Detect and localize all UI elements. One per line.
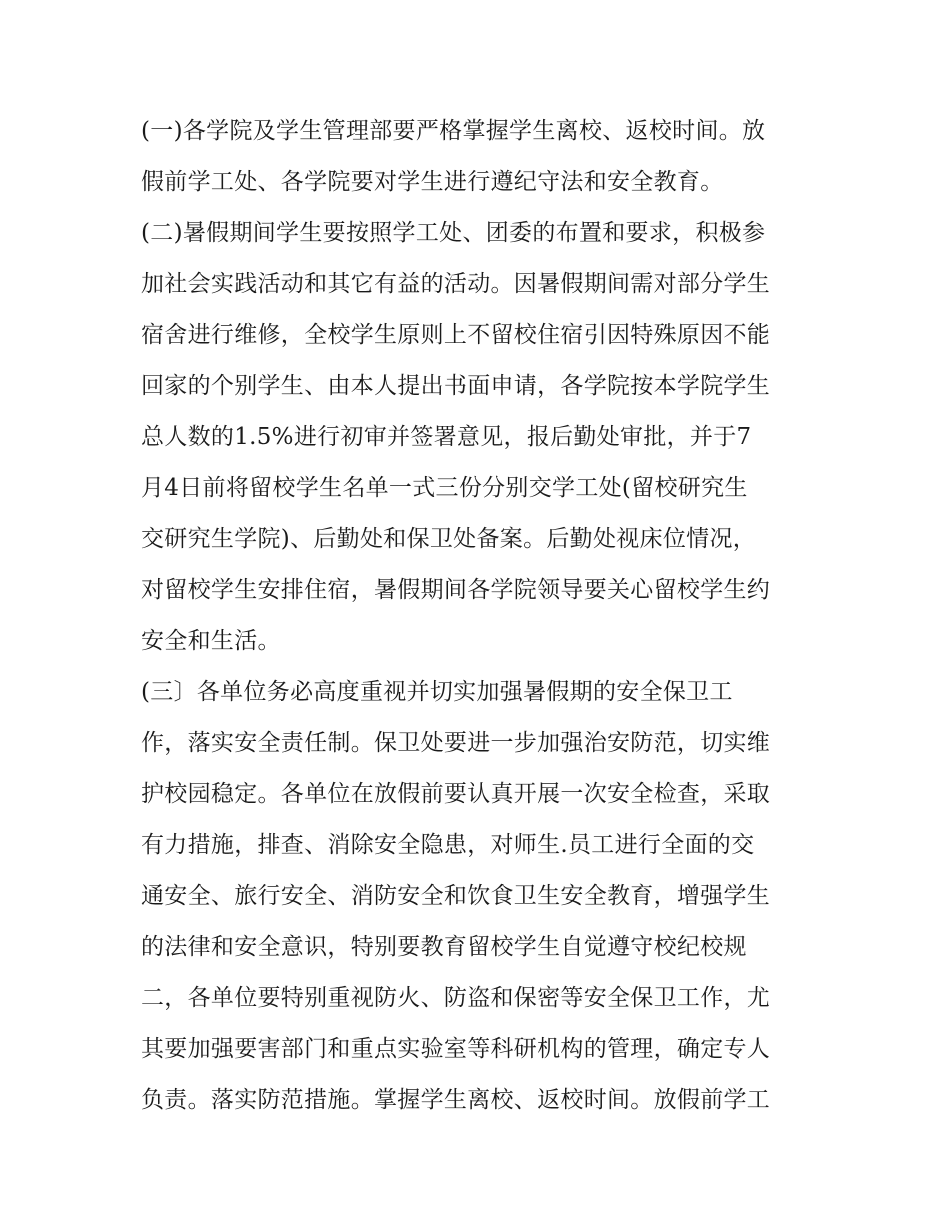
text-line-9: 交研究生学院)、后勤处和保卫处备案。后勤处视床位情况，	[141, 526, 757, 552]
text-line-10: 对留校学生安排住宿，暑假期间各学院领导要关心留校学生约	[141, 577, 771, 603]
text-line-19: 其要加强要害部门和重点实验室等科研机构的管理，确定专人	[141, 1036, 771, 1062]
text-line-8: 月4日前将留校学生名单一式三份分别交学工处(留校研究生	[141, 475, 748, 501]
text-line-14: 护校园稳定。各单位在放假前要认真开展一次安全检查，采取	[141, 781, 771, 807]
text-line-12: (三〕各单位务必高度重视并切实加强暑假期的安全保卫工	[141, 679, 733, 705]
text-line-4: 加社会实践活动和其它有益的活动。因暑假期间需对部分学生	[141, 271, 771, 297]
text-line-6: 回家的个别学生、由本人提出书面申请，各学院按本学院学生	[141, 373, 771, 399]
text-line-7: 总人数的1.5%进行初审并签署意见，报后勤处审批，并于7	[141, 424, 752, 450]
text-line-3: (二)暑假期间学生要按照学工处、团委的布置和要求，积极参	[141, 220, 766, 246]
text-line-13: 作，落实安全责任制。保卫处要进一步加强治安防范，切实维	[141, 730, 771, 756]
text-line-11: 安全和生活。	[141, 628, 281, 654]
document-body	[141, 106, 821, 1126]
text-line-17: 的法律和安全意识，特别要教育留校学生自觉遵守校纪校规	[141, 934, 747, 960]
text-line-18: 二，各单位要特别重视防火、防盗和保密等安全保卫工作，尤	[141, 985, 771, 1011]
text-line-15: 有力措施，排查、消除安全隐患，对师生.员工进行全面的交	[141, 832, 755, 858]
text-line-20: 负责。落实防范措施。掌握学生离校、返校时间。放假前学工	[141, 1087, 771, 1113]
text-line-16: 通安全、旅行安全、消防安全和饮食卫生安全教育，增强学生	[141, 883, 771, 909]
text-line-1: (一)各学院及学生管理部要严格掌握学生离校、返校时间。放	[141, 118, 766, 144]
text-line-2: 假前学工处、各学院要对学生进行遵纪守法和安全教育。	[141, 169, 724, 195]
text-line-5: 宿舍进行维修，全校学生原则上不留校住宿引因特殊原因不能	[141, 322, 771, 348]
